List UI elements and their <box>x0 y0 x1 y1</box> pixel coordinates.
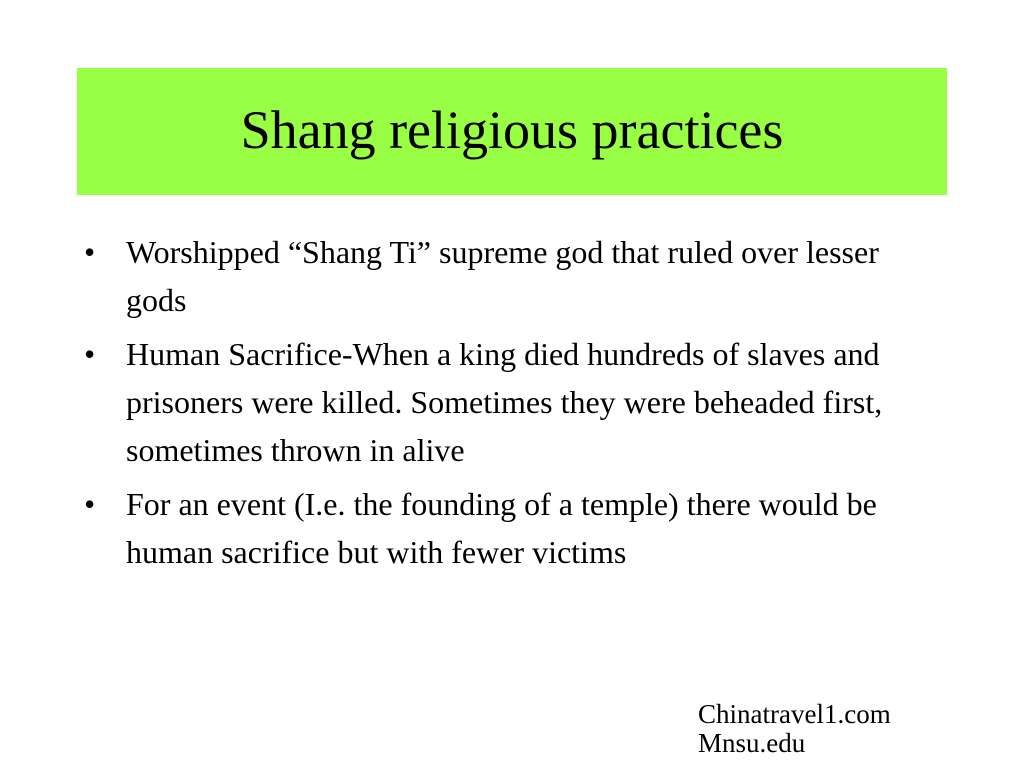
bullet-marker: • <box>84 336 96 372</box>
title-bar <box>77 68 947 195</box>
bullet-item <box>84 480 944 576</box>
source-credits <box>698 700 891 758</box>
bullet-marker: • <box>84 234 96 270</box>
bullet-text: Human Sacrifice-When a king died hundreds of slaves and prisoners were killed. Sometimes they were beheaded first, sometimes thrown in alive <box>126 336 883 468</box>
bullet-marker: • <box>84 486 96 522</box>
bullet-text: Worshipped “Shang Ti” supreme god that ruled over lesser gods <box>126 234 879 318</box>
bullet-item <box>84 228 944 324</box>
credit-line: Chinatravel1.com <box>698 699 891 729</box>
bullet-list <box>84 228 944 582</box>
slide-title: Shang religious practices <box>240 99 784 160</box>
bullet-text: For an event (I.e. the founding of a temple) there would be human sacrifice but with fewer victims <box>126 486 877 570</box>
credit-line: Mnsu.edu <box>698 728 806 758</box>
bullet-item <box>84 330 944 474</box>
